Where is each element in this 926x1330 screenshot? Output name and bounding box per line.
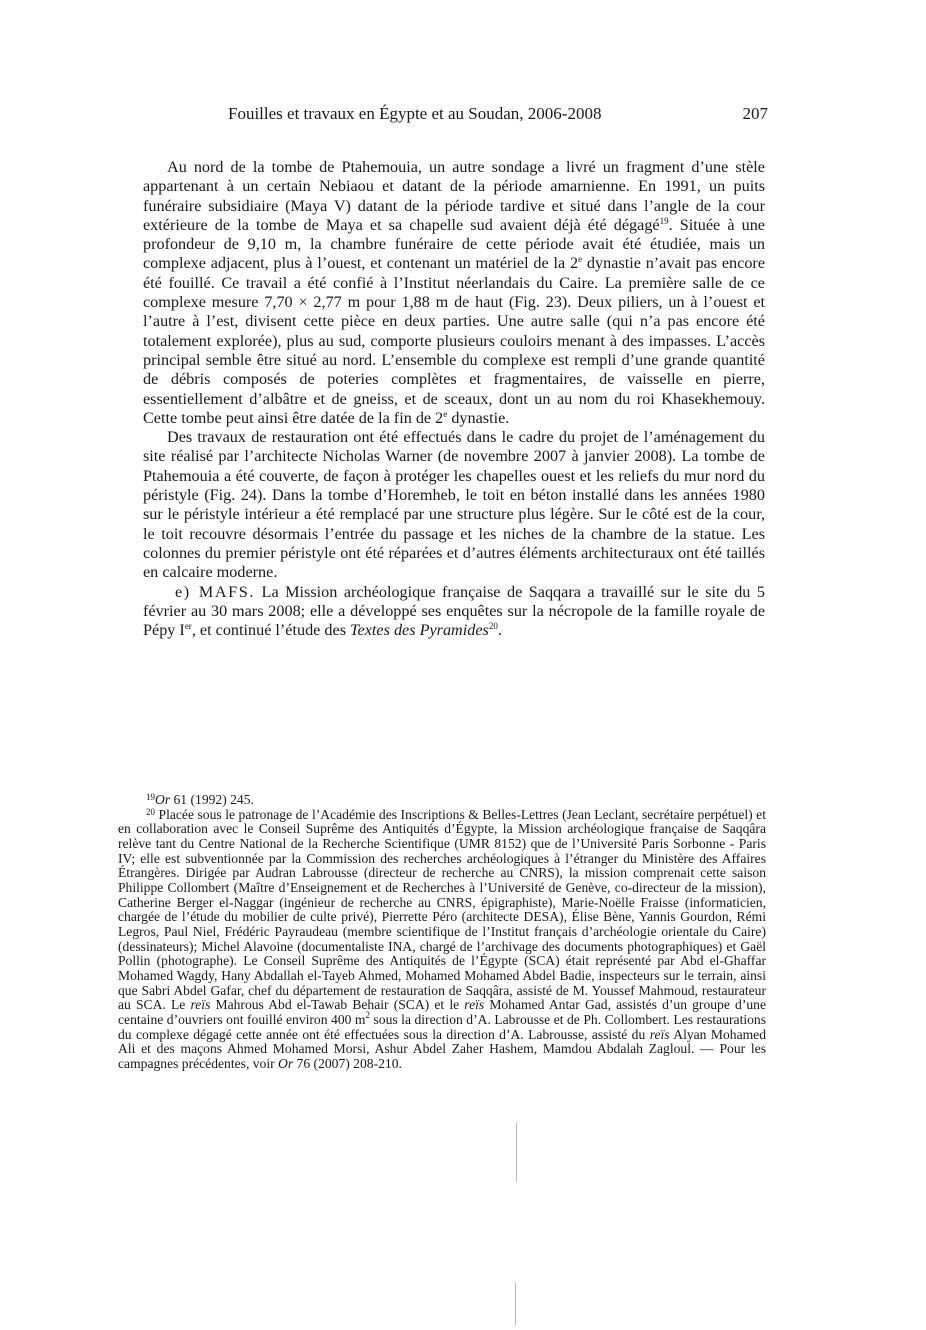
footnote-20 bbox=[118, 808, 766, 1072]
text-run: La Mission archéologique française de Saqqara a travaillé sur le site du 5 février au 30 mars 2008; elle a développé ses enquêtes sur la nécropole de la famille royale de Pépy I bbox=[143, 582, 765, 640]
text-run: Placée sous le patronage de l’Académie des Inscriptions & Belles-Lettres (Jean Leclant, secrétaire perpétuel) et en collaboration avec le Conseil Suprême des Antiquités d’Égypte, la Mission archéologique française de Saqqâra relève tant du Centre National de la Recherche Scientifique (UMR 8152) que de l’Université Paris Sorbonne - Paris IV; elle est subventionnée par la Commission des recherches archéologiques à l’étranger du Ministère des Affaires Étrangères. Dirigée par Audran Labrousse (directeur de recherche au CNRS), la mission comprenait cette saison Philippe Collombert (Maître d’Enseignement et de Recherches à l’Université de Genève, co-directeur de la mission), Catherine Berger el-Naggar (ingénieur de recherche au CNRS, épigraphiste), Marie-Noëlle Fraisse (informaticien, chargée de l’étude du mobilier de culte privé), Pierrette Péro (architecte DESA), Élise Bène, Yannis Gourdon, Rémi Legros, Paul Niel, Frédéric Payraudeau (membre scientifique de l’Institut français d’archéologie orientale du Caire) (dessinateurs); Michel Alavoine (documentaliste INA, chargé de l’archivage des documents photographiques) et Gaël Pollin (photographe). Le Conseil Suprême des Antiquités de l’Égypte (SCA) était représenté par Abd el-Ghaffar Mohamed Wagdy, Hany Abdallah el-Tayeb Ahmed, Mohamed Mohamed Abdel Badie, inspecteurs sur le terrain, ainsi que Sabri Abdel Gafar, chef du département de restauration de Saqqâra, assisté de M. Youssef Mahmoud, restaurateur au SCA. Le bbox=[118, 806, 766, 1013]
italic-term: reïs bbox=[190, 997, 211, 1013]
footnote-ref-20[interactable]: 20 bbox=[488, 621, 498, 632]
italic-term: reïs bbox=[464, 997, 485, 1013]
page-number: 207 bbox=[742, 104, 768, 123]
paragraph-mafs bbox=[143, 583, 765, 641]
ordinal-sup: e bbox=[443, 408, 448, 419]
text-run: Mahrous Abd el-Tawab Behair (SCA) et le bbox=[210, 997, 465, 1013]
footnote-mark: 19 bbox=[146, 792, 155, 802]
italic-title: Textes des Pyramides bbox=[350, 621, 489, 640]
running-title: Fouilles et travaux en Égypte et au Soudan, 2006-2008 bbox=[228, 104, 602, 123]
section-heading: e) MAFS. bbox=[175, 582, 256, 601]
scan-artifact-line bbox=[515, 1283, 516, 1325]
footnote-mark: 20 bbox=[146, 806, 155, 817]
ordinal-sup: er bbox=[184, 621, 192, 632]
main-text bbox=[143, 158, 765, 640]
journal-abbrev: Or bbox=[278, 1055, 294, 1071]
footnotes bbox=[118, 793, 766, 1071]
journal-abbrev: Or bbox=[155, 792, 171, 807]
text-run: dynastie n’avait pas encore été fouillé. Ce travail a été confié à l’Institut néerlandais du Caire. La première salle de ce complexe mesure 7,70 × 2,77 m pour 1,88 m de haut (Fig. 23). Deux piliers, un à l’ouest et l’autre à l’est, divisent cette pièce en deux parties. Une autre salle (qui n’a pas encore été totalement explorée), plus au sud, comporte plusieurs couloirs menant à des impasses. L’accès principal semble être situé au nord. L’ensemble du complexe est rempli d’une grande quantité de débris composés de poteries complètes et fragmentaires, de vaisselle en pierre, essentiellement d’albâtre et de gneiss, et de sceaux, dont un au nom du roi Khasekhemouy. Cette tombe peut ainsi être datée de la fin de 2 bbox=[143, 254, 765, 427]
italic-term: reïs bbox=[649, 1026, 670, 1042]
footnote-19 bbox=[118, 793, 766, 808]
text-run: Au nord de la tombe de Ptahemouia, un autre sondage a livré un fragment d’une stèle appartenant à un certain Nebiaou et datant de la période amarnienne. En 1991, un puits funéraire subsidiaire (Maya V) datant de la période tardive et situé dans l’angle de la cour extérieure de la tombe de Maya et sa chapelle sud avaient déjà été dégagé bbox=[143, 158, 765, 234]
text-run: 61 (1992) 245. bbox=[170, 792, 254, 807]
text-run: Mohamed Antar Gad, assistés d’un groupe d’une centaine d’ouvriers ont fouillé environ 400 m bbox=[118, 997, 766, 1027]
text-run: dynastie. bbox=[447, 408, 510, 427]
text-run: 76 (2007) 208-210. bbox=[293, 1055, 402, 1071]
text-run: . bbox=[497, 621, 502, 640]
paragraph-restauration: Des travaux de restauration ont été effectués dans le cadre du projet de l’aménagement du site réalisé par l’architecte Nicholas Warner (de novembre 2007 à janvier 2008). La tombe de Ptahemouia a été couverte, de façon à protéger les chapelles ouest et les reliefs du mur nord du péristyle (Fig. 24). Dans la tombe d’Horemheb, le toit en béton installé dans les années 1980 sur le péristyle intérieur a été remplacé par une structure plus légère. Sur le côté est de la cour, le toit recouvre désormais l’entrée du passage et les niches de la chambre de la statue. Les colonnes du premier péristyle ont été réparées et d’autres éléments architecturaux ont été taillés en calcaire moderne. bbox=[143, 428, 765, 582]
footnote-ref-19[interactable]: 19 bbox=[659, 215, 669, 226]
running-header bbox=[228, 104, 768, 128]
superscript: 2 bbox=[365, 1009, 370, 1020]
text-run: , et continué l’étude des bbox=[191, 621, 351, 640]
text-run: sous la direction d’A. Labrousse et de Ph. Collombert. Les restaurations du complexe dégagé cette année ont été effectuées sous la direction d’A. Labrousse, assisté du bbox=[118, 1011, 767, 1042]
ordinal-sup: e bbox=[578, 254, 583, 265]
text-run: Alyan Mohamed Ali et des maçons Ahmed Mohamed Morsi, Ashur Abdel Zaher Hashem, Mamdou Abdalah Zagloul. — Pour les campagnes précédentes, voir bbox=[118, 1026, 767, 1071]
scan-artifact-line bbox=[516, 1123, 517, 1182]
paragraph-ptahemouia bbox=[143, 158, 765, 428]
text-run: . Située à une profondeur de 9,10 m, la chambre funéraire de cette période avait été étudiée, mais un complexe adjacent, plus à l’ouest, et contenant un matériel de la 2 bbox=[143, 215, 765, 273]
